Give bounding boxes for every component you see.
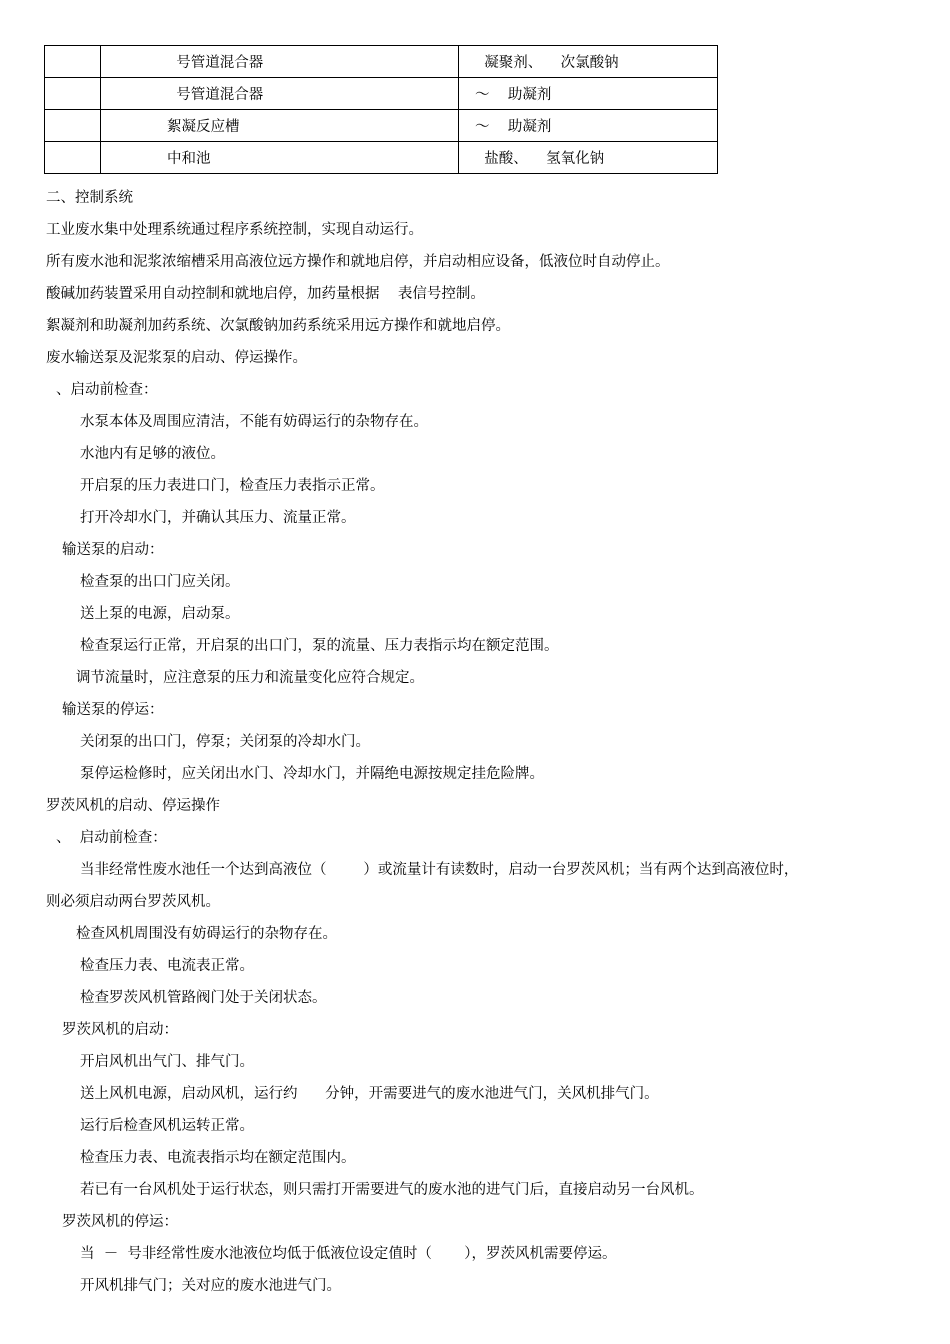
table-row <box>45 78 718 110</box>
section-heading: 二、控制系统 <box>46 190 133 206</box>
table-cell-equipment: 絮凝反应槽 <box>101 110 459 142</box>
body-line: 检查泵运行正常，开启泵的出口门，泵的流量、压力表指示均在额定范围。 <box>80 638 559 654</box>
body-line: 当 － 号非经常性废水池液位均低于低液位设定值时（ ），罗茨风机需要停运。 <box>80 1246 617 1262</box>
table-cell-chemical: 凝聚剂、 次氯酸钠 <box>459 46 718 78</box>
body-line: 关闭泵的出口门，停泵；关闭泵的冷却水门。 <box>80 734 370 750</box>
subheading: 、 启动前检查： <box>56 830 167 846</box>
table-cell-no <box>45 46 101 78</box>
table-row <box>45 142 718 174</box>
body-line: 酸碱加药装置采用自动控制和就地启停，加药量根据 表信号控制。 <box>46 286 485 302</box>
body-line: 罗茨风机的启动、停运操作 <box>46 798 220 814</box>
subheading: 罗茨风机的停运： <box>62 1214 178 1230</box>
body-line: 若已有一台风机处于运行状态，则只需打开需要进气的废水池的进气门后，直接启动另一台风机。 <box>80 1182 704 1198</box>
body-line: 送上泵的电源，启动泵。 <box>80 606 240 622</box>
body-line: 开启泵的压力表进口门，检查压力表指示正常。 <box>80 478 385 494</box>
subheading: 输送泵的停运： <box>62 702 164 718</box>
table-row <box>45 46 718 78</box>
table-cell-chemical: ～ 助凝剂 <box>459 78 718 110</box>
body-line: 工业废水集中处理系统通过程序系统控制，实现自动运行。 <box>46 222 423 238</box>
body-line: 检查压力表、电流表指示均在额定范围内。 <box>80 1150 356 1166</box>
body-line: 打开冷却水门，并确认其压力、流量正常。 <box>80 510 356 526</box>
body-line: 絮凝剂和助凝剂加药系统、次氯酸钠加药系统采用远方操作和就地启停。 <box>46 318 510 334</box>
table-cell-no <box>45 142 101 174</box>
body-line: 运行后检查风机运转正常。 <box>80 1118 254 1134</box>
table-cell-chemical: ～ 助凝剂 <box>459 110 718 142</box>
body-line: 水泵本体及周围应清洁，不能有妨碍运行的杂物存在。 <box>80 414 428 430</box>
table-row <box>45 110 718 142</box>
body-line: 泵停运检修时，应关闭出水门、冷却水门，并隔绝电源按规定挂危险牌。 <box>80 766 544 782</box>
table-cell-chemical: 盐酸、 氢氧化钠 <box>459 142 718 174</box>
body-line: 检查泵的出口门应关闭。 <box>80 574 240 590</box>
subheading: 输送泵的启动： <box>62 542 164 558</box>
table-cell-equipment: 中和池 <box>101 142 459 174</box>
body-line: 调节流量时，应注意泵的压力和流量变化应符合规定。 <box>76 670 424 686</box>
body-line: 所有废水池和泥浆浓缩槽采用高液位远方操作和就地启停，并启动相应设备，低液位时自动停止。 <box>46 254 670 270</box>
body-line: 当非经常性废水池任一个达到高液位（ ）或流量计有读数时，启动一台罗茨风机；当有两个达到高液位时， <box>80 862 799 878</box>
subheading: 罗茨风机的启动： <box>62 1022 178 1038</box>
body-line: 废水输送泵及泥浆泵的启动、停运操作。 <box>46 350 307 366</box>
table-cell-equipment: 号管道混合器 <box>101 78 459 110</box>
table-cell-no <box>45 78 101 110</box>
body-line: 检查风机周围没有妨碍运行的杂物存在。 <box>76 926 337 942</box>
table-cell-equipment: 号管道混合器 <box>101 46 459 78</box>
body-line: 检查罗茨风机管路阀门处于关闭状态。 <box>80 990 327 1006</box>
body-line: 开启风机出气门、排气门。 <box>80 1054 254 1070</box>
body-line: 则必须启动两台罗茨风机。 <box>46 894 220 910</box>
body-line: 检查压力表、电流表正常。 <box>80 958 254 974</box>
body-line: 水池内有足够的液位。 <box>80 446 225 462</box>
body-line: 送上风机电源，启动风机，运行约 分钟，开需要进气的废水池进气门，关风机排气门。 <box>80 1086 659 1102</box>
dosing-table <box>44 45 718 174</box>
table-cell-no <box>45 110 101 142</box>
subheading: 、启动前检查： <box>56 382 158 398</box>
body-line: 开风机排气门；关对应的废水池进气门。 <box>80 1278 341 1294</box>
